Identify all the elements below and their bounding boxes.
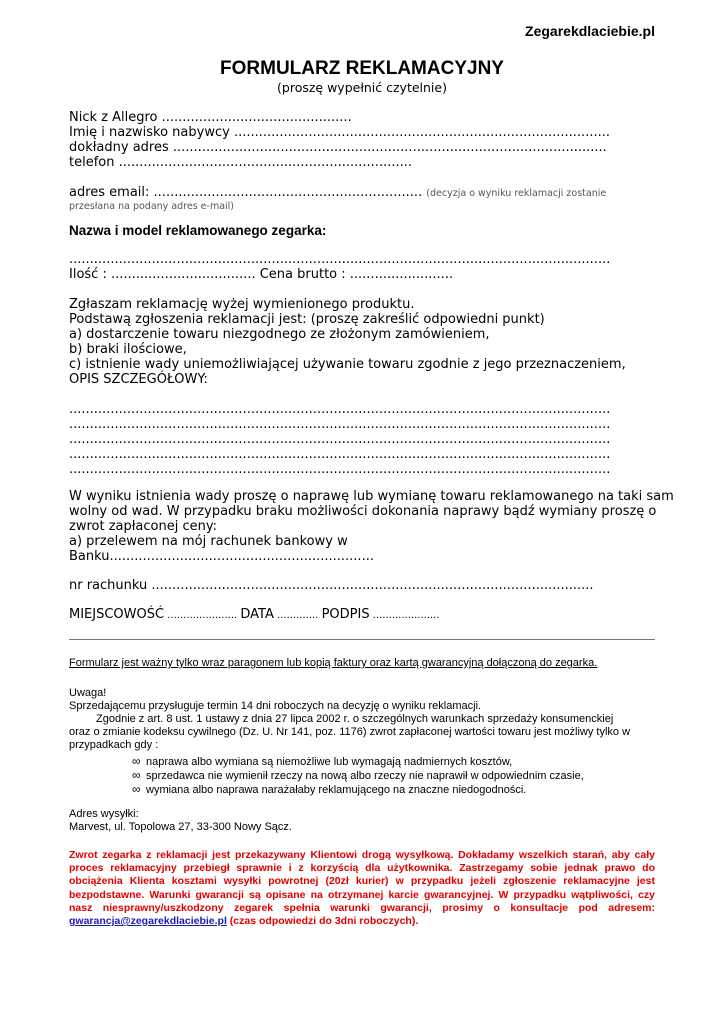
email-note-continued: przesłana na podany adres e-mail) [69,201,235,212]
list-item-text: wymiana albo naprawa narażałaby reklamującego na znaczne niedogodności. [146,784,527,796]
list-item-text: sprzedawca nie wymienił rzeczy na nową albo rzeczy nie naprawił w odpowiednim czasie, [146,770,584,782]
warning-line-1: Sprzedającemu przysługuje termin 14 dni roboczych na decyzję o wyniku reklamacji. [69,700,482,712]
name-field: Imię i nazwisko nabywcy ........................................................................................... [69,125,610,140]
product-heading: Nazwa i model reklamowanego zegarka: [69,223,327,238]
warning-line-3: oraz o zmianie kodeksu cywilnego (Dz. U. Nr 141, poz. 1176) zwrot zapłaconej wartości towaru jest możliwy tylko w [69,726,631,738]
signature-label: PODPIS [321,607,370,622]
email-field-label: adres email: ................................................................. [69,185,423,200]
description-line: ................................................................................................................................... [69,417,611,432]
account-number-field: nr rachunku ........................................................................................................... [69,578,594,593]
warning-heading: Uwaga! [69,687,107,699]
warning-line-4: przypadkach gdy : [69,739,159,751]
list-item-text: naprawa albo wymiana są niemożliwe lub wymagają nadmiernych kosztów, [146,756,513,768]
place-label: MIEJSCOWOŚĆ [69,607,165,622]
description-line: ................................................................................................................................... [69,462,611,477]
description-line: ................................................................................................................................... [69,432,611,447]
signature-dots: ..................... [369,610,440,621]
phone-field: telefon ....................................................................... [69,155,413,170]
complaint-line-2: Podstawą zgłoszenia reklamacji jest: (proszę zakreślić odpowiedni punkt) [69,312,545,327]
repair-line-1: W wyniku istnienia wady proszę o naprawę lub wymianę towaru reklamowanego na taki sam [69,489,674,504]
complaint-line-1: Zgłaszam reklamację wyżej wymienionego produktu. [69,297,415,312]
place-dots: ...................... [164,610,241,621]
list-item [132,769,584,783]
date-dots: ............. [273,610,322,621]
infinity-bullet-icon: ∞ [132,782,141,796]
option-b: b) braki ilościowe, [69,342,187,357]
warning-line-2: Zgodnie z art. 8 ust. 1 ustawy z dnia 27 lipca 2002 r. o szczególnych warunkach sprzedaży konsumenckiej [96,713,614,725]
site-name: Zegarekdlaciebie.pl [525,23,655,39]
signature-row [69,607,440,622]
response-time-note: (czas odpowiedzi do 3dni roboczych). [226,915,419,928]
repair-line-3: zwrot zapłaconej ceny: [69,519,217,534]
list-item [132,783,526,797]
description-line: ................................................................................................................................... [69,402,611,417]
form-title: FORMULARZ REKLAMACYJNY [220,58,504,79]
email-note: (decyzja o wyniku reklamacji zostanie [426,188,607,199]
list-item [132,755,512,769]
description-line: ................................................................................................................................... [69,447,611,462]
form-subtitle: (proszę wypełnić czytelnie) [277,80,447,95]
return-policy-note [69,849,655,928]
return-policy-text: Zwrot zegarka z reklamacji jest przekazywany Klientowi drogą wysyłkową. Dokładamy wszelkich starań, aby cały proces reklamacyjny przebiegł sprawnie i z korzyścią dla użytkownika. Zastrzegamy sobie jednak prawo do obciążenia Klienta kosztami wysyłki powrotnej (20zł kurier) w przypadku jeżeli zgłoszenie reklamacyjne jest bezpodstawne. Warunki gwarancji są opisane na otrzymanej karcie gwarancyjnej. W przypadku wątpliwości, czy nasz niesprawny/uszkodzony zegarek spełnia warunki gwarancji, prosimy o konsultacje pod adresem: [69,849,655,914]
quantity-price-field: Ilość : ................................... Cena brutto : ......................... [69,267,454,282]
address-field: dokładny adres ......................................................................................................... [69,140,607,155]
email-field [69,185,606,201]
description-label: OPIS SZCZEGÓŁOWY: [69,372,208,387]
shipping-address: Marvest, ul. Topolowa 27, 33-300 Nowy Sącz. [69,821,292,833]
repair-line-2: wolny od wad. W przypadku braku możliwości dokonania naprawy bądź wymiany proszę o [69,504,657,519]
date-label: DATA [240,607,274,622]
option-c: c) istnienie wady uniemożliwiającej używanie towaru zgodnie z jego przeznaczeniem, [69,357,626,372]
nick-field: Nick z Allegro .............................................. [69,110,352,125]
validity-note: Formularz jest ważny tylko wraz paragonem lub kopią faktury oraz kartą gwarancyjną dołączoną do zegarka. [69,657,598,669]
divider [69,639,655,640]
warranty-email-link[interactable]: gwarancja@zegarekdlaciebie.pl [69,915,227,928]
option-a: a) dostarczenie towaru niezgodnego ze złożonym zamówieniem, [69,327,490,342]
bank-transfer-line: a) przelewem na mój rachunek bankowy w [69,534,348,549]
bank-field: Banku................................................................ [69,549,374,564]
product-line: ................................................................................................................................... [69,252,611,267]
infinity-bullet-icon: ∞ [132,768,141,782]
shipping-label: Adres wysyłki: [69,808,139,820]
infinity-bullet-icon: ∞ [132,754,141,768]
